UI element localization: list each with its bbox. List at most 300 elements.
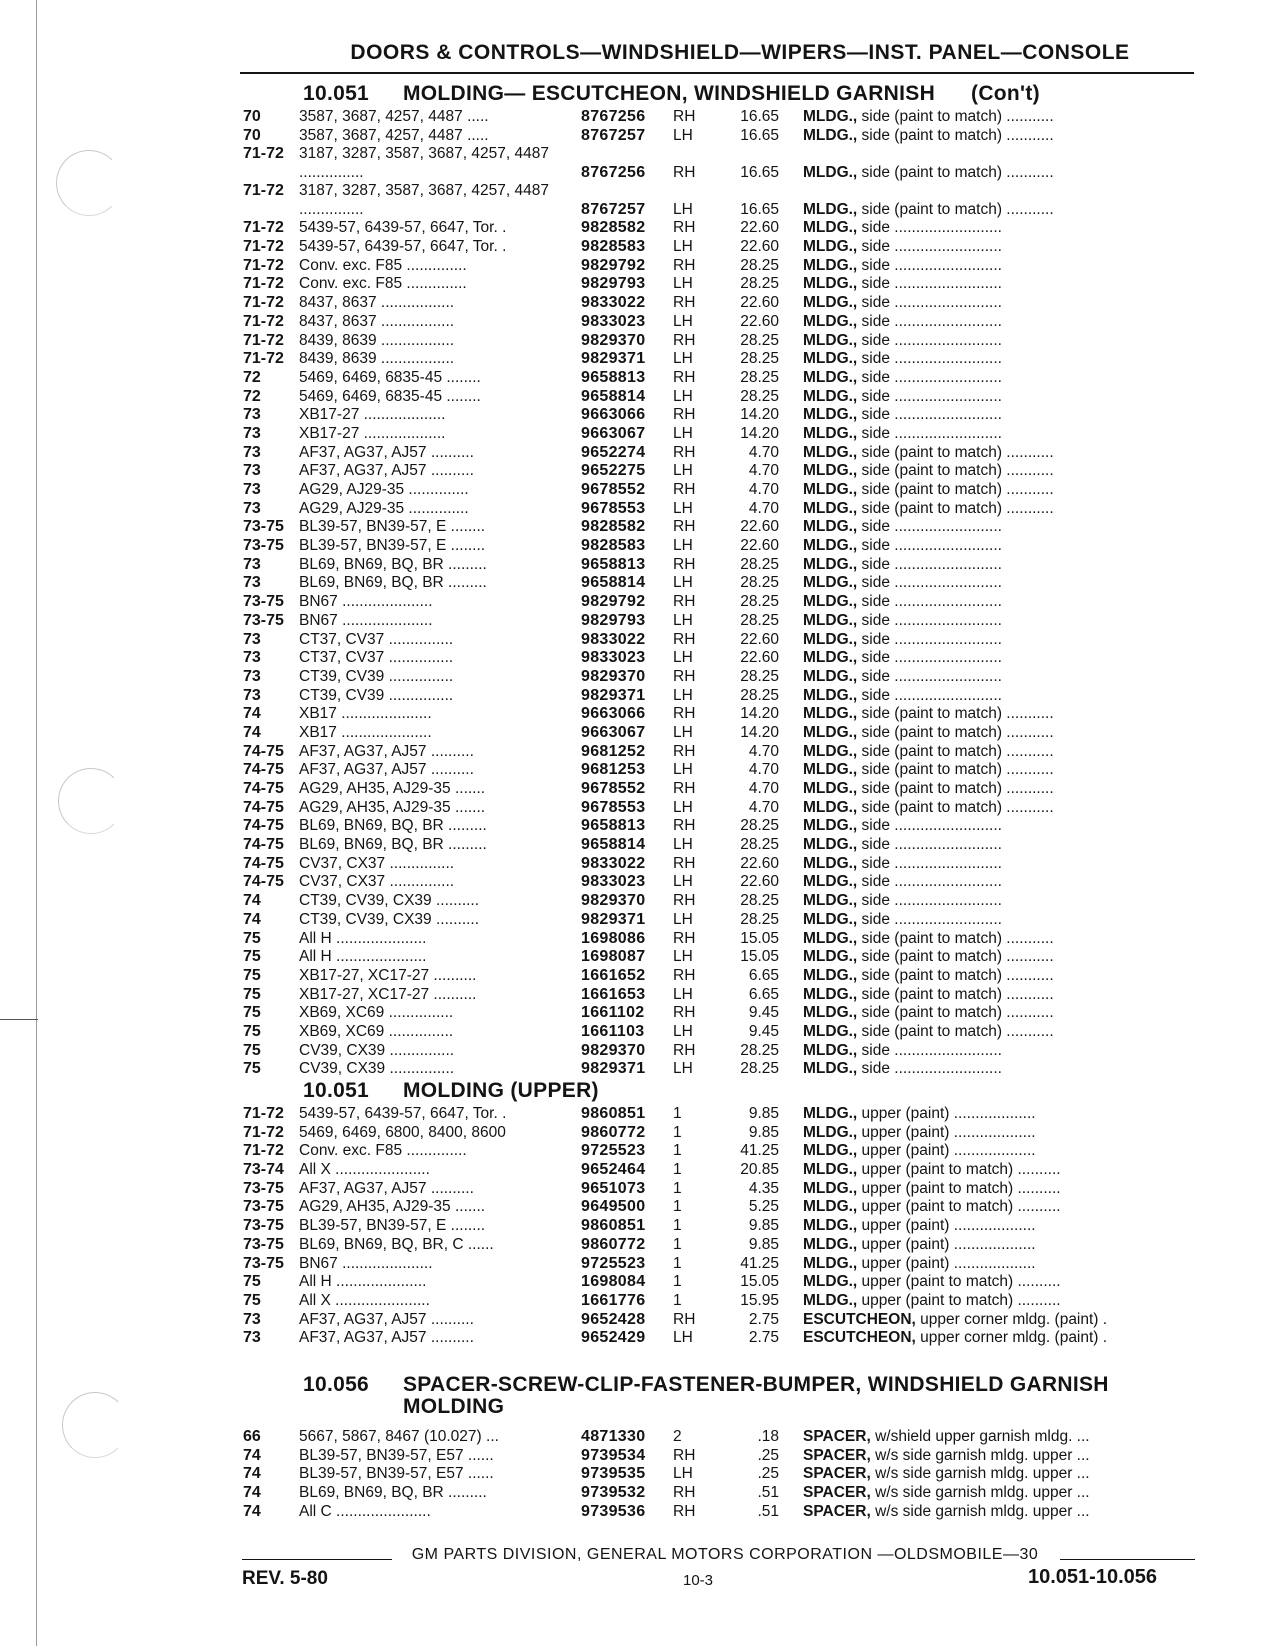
description-text: side (paint to match) ........... (857, 780, 1054, 797)
year-cell: 75 (243, 1291, 261, 1309)
year-cell: 70 (243, 108, 261, 125)
part-number-cell: 9829371 (581, 350, 646, 368)
table-row (243, 556, 1203, 575)
description-cell (779, 1105, 1145, 1124)
quantity-cell: RH (673, 667, 696, 685)
description-cell (779, 593, 1145, 612)
description-keyword: MLDG., (803, 705, 858, 723)
description-cell (779, 481, 1145, 500)
quantity-cell: LH (673, 723, 693, 741)
table-row (243, 332, 1203, 351)
table-row (243, 836, 1203, 855)
price-cell: 14.20 (740, 406, 779, 424)
part-number-cell: 8767257 (581, 200, 646, 218)
description-text: side ......................... (857, 219, 1002, 237)
quantity-cell: RH (673, 966, 696, 984)
description-text: side (paint to match) ........... (857, 742, 1054, 760)
quantity-cell: 1 (673, 1254, 682, 1272)
description-text: side (paint to match) ........... (857, 1022, 1054, 1040)
part-number-cell: 9829792 (581, 256, 646, 274)
table-row (243, 350, 1203, 369)
year-cell: 74 (243, 1484, 261, 1502)
description-text: side (paint to match) ........... (857, 929, 1054, 947)
application-cell: BL69, BN69, BQ, BR ......... (299, 574, 487, 592)
price-cell: 9.85 (748, 1235, 779, 1253)
quantity-cell: RH (673, 1502, 696, 1520)
quantity-cell: 1 (673, 1291, 682, 1309)
section-range: 10.051-10.056 (1028, 1566, 1158, 1588)
part-number-cell: 8767256 (581, 163, 646, 181)
description-text: w/s side garnish mldg. upper ... (870, 1446, 1090, 1464)
description-text: side ......................... (857, 649, 1002, 667)
description-cell (779, 388, 1145, 407)
description-cell (779, 518, 1145, 537)
description-keyword: MLDG., (803, 1291, 858, 1309)
application-cell: AG29, AJ29-35 .............. (299, 499, 469, 517)
quantity-cell: LH (673, 424, 693, 442)
application-cell: XB69, XC69 ............... (299, 1004, 454, 1022)
quantity-cell: LH (673, 312, 693, 330)
application-cell: AG29, AH35, AJ29-35 ....... (299, 798, 486, 816)
application-cell: 5667, 5867, 8467 (10.027) ... (299, 1428, 499, 1445)
description-keyword: MLDG., (803, 219, 858, 237)
description-keyword: MLDG., (803, 948, 858, 966)
part-number-cell: 9658814 (581, 574, 646, 592)
price-cell: 9.85 (748, 1217, 779, 1235)
description-cell (779, 1311, 1145, 1330)
footer-rule (1060, 1559, 1195, 1560)
year-cell: 73 (243, 481, 261, 498)
year-cell: 74-75 (243, 761, 284, 779)
part-number-cell: 9829370 (581, 331, 646, 349)
year-cell: 74 (243, 1446, 261, 1464)
quantity-cell: RH (673, 294, 696, 312)
table-row (243, 1465, 1203, 1484)
year-cell: 75 (243, 1041, 261, 1059)
year-cell: 66 (243, 1428, 261, 1445)
description-text: side (paint to match) ........... (857, 481, 1054, 498)
price-cell: 28.25 (740, 1060, 779, 1078)
price-cell: 9.85 (748, 1105, 779, 1122)
description-cell (779, 1447, 1145, 1466)
price-cell: 4.70 (748, 780, 779, 797)
year-cell: 73 (243, 424, 261, 442)
part-number-cell: 1661103 (581, 1022, 645, 1040)
quantity-cell: LH (673, 126, 693, 144)
part-number-cell: 8767257 (581, 126, 646, 144)
part-number-cell: 9678553 (581, 798, 646, 816)
year-cell: 74 (243, 892, 261, 910)
price-cell: 28.25 (740, 574, 779, 592)
section-spacer-fasteners (243, 1374, 1203, 1521)
table-row (243, 182, 1203, 219)
application-cell: AG29, AH35, AJ29-35 ....... (299, 1198, 486, 1216)
section-number: 10.056 (303, 1373, 370, 1396)
description-text: side (paint to match) ........... (857, 1004, 1054, 1022)
description-cell (779, 238, 1145, 257)
year-cell: 73 (243, 574, 261, 592)
price-cell: 16.65 (740, 108, 779, 125)
description-cell (779, 1217, 1145, 1236)
description-cell (779, 1255, 1145, 1274)
year-cell: 74 (243, 723, 261, 741)
price-cell: 2.75 (748, 1310, 779, 1328)
section-title: MOLDING— ESCUTCHEON, WINDSHIELD GARNISH (403, 82, 936, 105)
description-text: side ......................... (857, 593, 1002, 611)
description-text: w/s side garnish mldg. upper ... (870, 1465, 1090, 1483)
description-keyword: MLDG., (803, 817, 858, 835)
section-title: SPACER-SCREW-CLIP-FASTENER-BUMPER, WINDSHIELD GARNISH (403, 1373, 1109, 1396)
description-keyword: MLDG., (803, 555, 858, 573)
description-keyword: MLDG., (803, 1198, 858, 1216)
table-row (243, 500, 1203, 519)
price-cell: .51 (757, 1502, 779, 1520)
table-row (243, 518, 1203, 537)
quantity-cell: RH (673, 817, 696, 835)
table-row (243, 444, 1203, 463)
application-cell: BL39-57, BN39-57, E57 ...... (299, 1465, 494, 1483)
price-cell: 15.05 (740, 929, 779, 947)
quantity-cell: LH (673, 499, 693, 517)
part-number-cell: 9829792 (581, 593, 646, 611)
description-text: upper corner mldg. (paint) . (915, 1310, 1108, 1328)
price-cell: 2.75 (748, 1329, 779, 1347)
description-text: upper (paint to match) .......... (857, 1161, 1061, 1179)
quantity-cell: LH (673, 985, 693, 1003)
year-cell: 70 (243, 126, 261, 144)
application-cell: AF37, AG37, AJ57 .......... (299, 443, 474, 461)
description-cell (779, 724, 1145, 743)
quantity-cell: RH (673, 331, 696, 349)
description-keyword: MLDG., (803, 387, 858, 405)
part-number-cell: 9663066 (581, 705, 646, 723)
description-keyword: MLDG., (803, 163, 858, 181)
quantity-cell: RH (673, 368, 696, 386)
application-cell: BL69, BN69, BQ, BR ......... (299, 1484, 487, 1502)
description-keyword: MLDG., (803, 873, 858, 891)
quantity-cell: LH (673, 910, 693, 928)
description-keyword: MLDG., (803, 200, 858, 218)
price-cell: 4.70 (748, 742, 779, 760)
description-keyword: MLDG., (803, 1022, 858, 1040)
description-cell (779, 444, 1145, 463)
price-cell: 4.70 (748, 761, 779, 779)
description-keyword: MLDG., (803, 368, 858, 386)
description-keyword: MLDG., (803, 499, 858, 517)
description-text: side (paint to match) ........... (857, 761, 1054, 779)
price-cell: 28.25 (740, 368, 779, 386)
table-row (243, 1447, 1203, 1466)
table-row (243, 1311, 1203, 1330)
price-cell: 16.65 (740, 163, 779, 181)
table-row (243, 369, 1203, 388)
application-cell: BL69, BN69, BQ, BR, C ...... (299, 1235, 494, 1253)
description-text: side ......................... (857, 238, 1002, 256)
year-cell: 71-72 (243, 294, 284, 312)
application-cell: XB17-27, XC17-27 .......... (299, 966, 477, 984)
application-cell: XB17-27 ................... (299, 424, 446, 442)
description-keyword: MLDG., (803, 275, 858, 293)
description-text: upper (paint to match) .......... (857, 1198, 1061, 1216)
application-cell: BL39-57, BN39-57, E ........ (299, 1217, 486, 1235)
application-cell: CT37, CV37 ............... (299, 649, 454, 667)
table-row (243, 743, 1203, 762)
part-number-cell: 9678553 (581, 499, 646, 517)
quantity-cell: LH (673, 948, 693, 966)
description-text: upper (paint to match) .......... (857, 1179, 1061, 1197)
quantity-cell: RH (673, 1310, 696, 1328)
description-cell (779, 911, 1145, 930)
application-cell: 3187, 3287, 3587, 3687, 4257, 4487 ............... (299, 145, 549, 181)
application-cell: 5469, 6469, 6800, 8400, 8600 (299, 1123, 506, 1141)
quantity-cell: LH (673, 1022, 693, 1040)
application-cell: XB17-27 ................... (299, 406, 446, 424)
quantity-cell: RH (673, 705, 696, 723)
part-number-cell: 9681253 (581, 761, 646, 779)
description-text: side (paint to match) ........... (857, 966, 1054, 984)
table-row (243, 294, 1203, 313)
description-keyword: MLDG., (803, 798, 858, 816)
part-number-cell: 9658813 (581, 555, 646, 573)
quantity-cell: LH (673, 1329, 693, 1347)
description-cell (779, 219, 1145, 238)
part-number-cell: 9739536 (581, 1502, 646, 1520)
table-row (243, 799, 1203, 818)
table-row (243, 108, 1203, 127)
description-keyword: MLDG., (803, 126, 858, 144)
description-cell (779, 201, 1145, 220)
description-cell (779, 1198, 1145, 1217)
description-keyword: MLDG., (803, 836, 858, 854)
table-row (243, 1273, 1203, 1292)
quantity-cell: RH (673, 1446, 696, 1464)
application-cell: BN67 ..................... (299, 1254, 433, 1272)
table-row (243, 631, 1203, 650)
table-row (243, 313, 1203, 332)
part-number-cell: 9860772 (581, 1123, 646, 1141)
application-cell: CT39, CV39 ............... (299, 686, 454, 704)
description-keyword: MLDG., (803, 1004, 858, 1022)
description-cell (779, 500, 1145, 519)
price-cell: 9.45 (748, 1004, 779, 1022)
binder-edge-line (36, 0, 37, 1646)
year-cell: 74 (243, 1465, 261, 1483)
description-keyword: ESCUTCHEON, (803, 1310, 916, 1328)
price-cell: 14.20 (740, 705, 779, 723)
price-cell: 28.25 (740, 836, 779, 854)
year-cell: 73 (243, 1329, 261, 1347)
description-keyword: MLDG., (803, 462, 858, 480)
application-cell: BL69, BN69, BQ, BR ......... (299, 836, 487, 854)
description-keyword: ESCUTCHEON, (803, 1329, 916, 1347)
description-text: side (paint to match) ........... (857, 126, 1054, 144)
application-cell: XB69, XC69 ............... (299, 1022, 454, 1040)
year-cell: 71-72 (243, 1105, 284, 1122)
year-cell: 74-75 (243, 817, 284, 835)
table-row (243, 761, 1203, 780)
description-cell (779, 108, 1145, 127)
application-cell: 5439-57, 6439-57, 6647, Tor. . (299, 238, 507, 256)
description-cell (779, 425, 1145, 444)
quantity-cell: LH (673, 1465, 693, 1483)
application-cell: All H ..................... (299, 1273, 427, 1291)
application-cell: CV39, CX39 ............... (299, 1060, 455, 1078)
year-cell: 72 (243, 368, 261, 386)
part-number-cell: 9829371 (581, 686, 646, 704)
application-cell: All X ...................... (299, 1291, 430, 1309)
description-text: side ......................... (857, 667, 1002, 685)
year-cell: 74-75 (243, 836, 284, 854)
quantity-cell: 1 (673, 1235, 682, 1253)
table-row (243, 1124, 1203, 1143)
page-header-title: DOORS & CONTROLS—WINDSHIELD—WIPERS—INST. PANEL—CONSOLE (350, 41, 1130, 64)
year-cell: 73 (243, 462, 261, 480)
description-keyword: MLDG., (803, 1105, 858, 1122)
price-cell: 15.05 (740, 1273, 779, 1291)
application-cell: CT39, CV39 ............... (299, 667, 454, 685)
application-cell: 8437, 8637 ................. (299, 294, 455, 312)
price-cell: 41.25 (740, 1142, 779, 1160)
description-cell (779, 537, 1145, 556)
part-number-cell: 9829370 (581, 667, 646, 685)
table-row (243, 574, 1203, 593)
quantity-cell: 1 (673, 1105, 682, 1122)
description-keyword: MLDG., (803, 1235, 858, 1253)
application-cell: XB17 ..................... (299, 723, 432, 741)
part-number-cell: 9829370 (581, 892, 646, 910)
description-cell (779, 257, 1145, 276)
quantity-cell: 2 (673, 1428, 682, 1445)
description-cell (779, 1161, 1145, 1180)
footer-publisher: GM PARTS DIVISION, GENERAL MOTORS CORPORATION —OLDSMOBILE—30 (411, 1546, 1039, 1563)
price-cell: 28.25 (740, 387, 779, 405)
table-row (243, 967, 1203, 986)
description-keyword: MLDG., (803, 593, 858, 611)
year-cell: 73 (243, 649, 261, 667)
year-cell: 73 (243, 630, 261, 648)
table-row (243, 855, 1203, 874)
description-text: side ......................... (857, 817, 1002, 835)
part-number-cell: 9725523 (581, 1142, 646, 1160)
description-keyword: MLDG., (803, 1273, 858, 1291)
description-text: side ......................... (857, 537, 1002, 555)
application-cell: Conv. exc. F85 .............. (299, 1142, 467, 1160)
description-keyword: MLDG., (803, 630, 858, 648)
table-row (243, 687, 1203, 706)
description-text: side ......................... (857, 368, 1002, 386)
table-row (243, 1105, 1203, 1124)
description-text: side ......................... (857, 555, 1002, 573)
application-cell: XB17-27, XC17-27 .......... (299, 985, 477, 1003)
application-cell: 8437, 8637 ................. (299, 312, 455, 330)
part-number-cell: 1661776 (581, 1291, 646, 1309)
application-cell: 8439, 8639 ................. (299, 350, 455, 368)
application-cell: BL39-57, BN39-57, E57 ...... (299, 1446, 494, 1464)
part-number-cell: 9828583 (581, 238, 646, 256)
year-cell: 71-72 (243, 1142, 284, 1160)
year-cell: 75 (243, 1060, 261, 1078)
table-row (243, 705, 1203, 724)
quantity-cell: RH (673, 555, 696, 573)
price-cell: 28.25 (740, 1041, 779, 1059)
description-keyword: MLDG., (803, 350, 858, 368)
year-cell: 73-75 (243, 1254, 284, 1272)
price-cell: .25 (757, 1446, 779, 1464)
revision-label: REV. 5-80 (242, 1568, 328, 1589)
description-keyword: MLDG., (803, 331, 858, 349)
part-number-cell: 1661102 (581, 1004, 645, 1022)
quantity-cell: LH (673, 798, 693, 816)
quantity-cell: RH (673, 1484, 696, 1502)
year-cell: 73-75 (243, 1179, 284, 1197)
table-row (243, 257, 1203, 276)
table-row (243, 406, 1203, 425)
description-text: side ......................... (857, 611, 1002, 629)
application-cell: XB17 ..................... (299, 705, 432, 723)
year-cell: 73-75 (243, 537, 284, 555)
section-garnish-molding (243, 80, 1203, 1079)
application-cell: 3587, 3687, 4257, 4487 ..... (299, 108, 489, 125)
description-text: side ......................... (857, 686, 1002, 704)
price-cell: .18 (757, 1428, 779, 1445)
application-cell: AG29, AJ29-35 .............. (299, 481, 469, 498)
section-heading (243, 1077, 1203, 1105)
description-cell (779, 1124, 1145, 1143)
quantity-cell: LH (673, 836, 693, 854)
part-number-cell: 9828583 (581, 537, 646, 555)
part-number-cell: 9651073 (581, 1179, 646, 1197)
description-keyword: MLDG., (803, 649, 858, 667)
quantity-cell: LH (673, 275, 693, 293)
application-cell: AF37, AG37, AJ57 .......... (299, 1179, 474, 1197)
description-text: side ......................... (857, 836, 1002, 854)
table-row (243, 1180, 1203, 1199)
table-row (243, 1329, 1203, 1348)
description-cell (779, 836, 1145, 855)
year-cell: 75 (243, 1004, 261, 1022)
year-cell: 74 (243, 705, 261, 723)
part-number-cell: 9663066 (581, 406, 646, 424)
table-row (243, 930, 1203, 949)
part-number-cell: 9649500 (581, 1198, 646, 1216)
table-row (243, 1428, 1203, 1447)
application-cell: All H ..................... (299, 948, 427, 966)
quantity-cell: LH (673, 649, 693, 667)
part-number-cell: 9678552 (581, 780, 646, 797)
table-row (243, 537, 1203, 556)
description-cell (779, 873, 1145, 892)
part-number-cell: 9652429 (581, 1329, 646, 1347)
description-keyword: MLDG., (803, 966, 858, 984)
year-cell: 74 (243, 1502, 261, 1520)
part-number-cell: 9652464 (581, 1161, 646, 1179)
description-keyword: SPACER, (803, 1428, 871, 1445)
description-keyword: MLDG., (803, 723, 858, 741)
application-cell: All H ..................... (299, 929, 427, 947)
table-row (243, 986, 1203, 1005)
description-cell (779, 275, 1145, 294)
quantity-cell: RH (673, 163, 696, 181)
quantity-cell: 1 (673, 1123, 682, 1141)
description-keyword: SPACER, (803, 1502, 871, 1520)
year-cell: 73 (243, 667, 261, 685)
part-number-cell: 1661653 (581, 985, 646, 1003)
description-text: side ......................... (857, 574, 1002, 592)
quantity-cell: LH (673, 1060, 693, 1078)
quantity-cell: LH (673, 761, 693, 779)
part-number-cell: 9658813 (581, 368, 646, 386)
part-number-cell: 9652274 (581, 443, 646, 461)
